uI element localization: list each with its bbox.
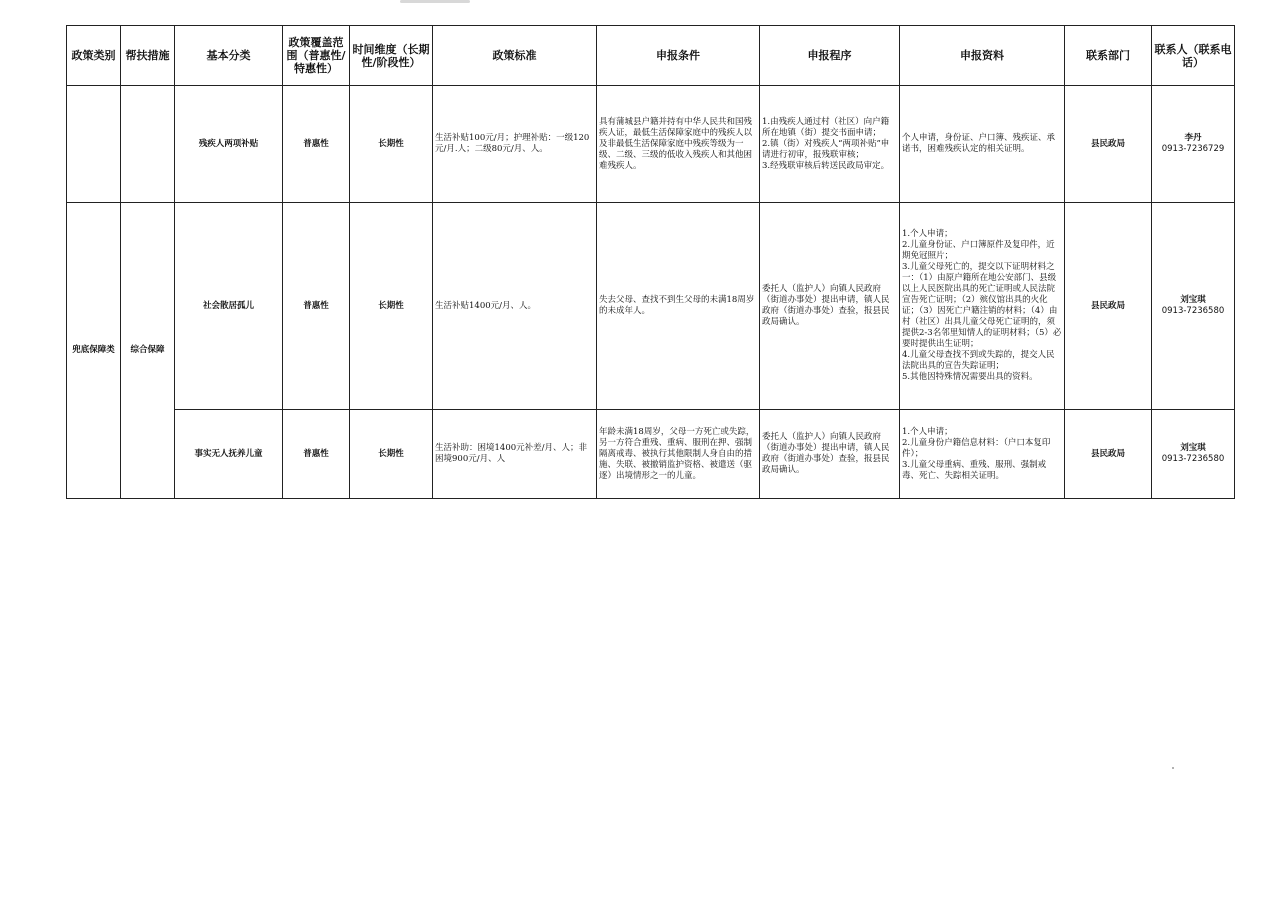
- materials-item: 3.儿童父母死亡的，提交以下证明材料之一：（1）由原户籍所在地公安部门、县级以上人民医院出具的死亡证明或人民法院宣告死亡证明；（2）殡仪馆出具的火化证；（3）因死亡户籍注销的材料；（4）由村（社区）出具儿童父母死亡证明的，须提供2-3名邻里知情人的证明材料；（5）必要时提供出生证明；: [902, 262, 1062, 349]
- policy-table: [66, 25, 1235, 499]
- conditions-cell: 具有蒲城县户籍并持有中华人民共和国残疾人证，最低生活保障家庭中的残疾人以及非最低生活保障家庭中残疾等级为一级、二级、三级的低收入残疾人和其他困难残疾人。: [597, 86, 760, 203]
- coverage-cell: 普惠性: [283, 86, 350, 203]
- contact-name: 刘宝琪: [1180, 443, 1206, 453]
- contact-cell: [1152, 86, 1235, 203]
- standard-cell: 生活补助：困境1400元补差/月、人；非困境900元/月、人: [433, 410, 597, 499]
- materials-item: 4.儿童父母查找不到或失踪的，提交人民法院出具的宣告失踪证明；: [902, 350, 1055, 371]
- materials-cell: [900, 86, 1065, 203]
- contact-cell: [1152, 203, 1235, 410]
- procedure-cell: [760, 203, 900, 410]
- department-cell: 县民政局: [1065, 203, 1152, 410]
- duration-cell: 长期性: [350, 86, 433, 203]
- procedure-step: 2.镇（街）对残疾人“两项补贴”申请进行初审，报残联审核；: [762, 138, 890, 160]
- duration-cell: 长期性: [350, 203, 433, 410]
- department-cell: 县民政局: [1065, 86, 1152, 203]
- measure-cell: 综合保障: [121, 203, 175, 499]
- scan-dot: [1172, 767, 1174, 769]
- materials-item: 2.儿童身份证、户口簿原件及复印件，近期免冠照片；: [902, 240, 1055, 261]
- materials-cell: [900, 203, 1065, 410]
- procedure-step: 1.由残疾人通过村（社区）向户籍所在地镇（街）提交书面申请；: [762, 116, 890, 138]
- scan-smudge: [400, 0, 470, 3]
- category-cell: 残疾人两项补贴: [175, 86, 283, 203]
- category-cell: 事实无人抚养儿童: [175, 410, 283, 499]
- header-category: 基本分类: [175, 26, 283, 86]
- header-conditions: 申报条件: [597, 26, 760, 86]
- header-policy-type: 政策类别: [67, 26, 121, 86]
- policy-type-cell: 兜底保障类: [67, 203, 121, 499]
- contact-phone: 0913-7236729: [1161, 144, 1225, 154]
- standard-cell: 生活补贴100元/月；护理补贴：一级120元/月.人；二级80元/月、人。: [433, 86, 597, 203]
- header-procedure: 申报程序: [760, 26, 900, 86]
- materials-item: 1.个人申请；: [902, 229, 953, 239]
- header-contact: 联系人（联系电话）: [1152, 26, 1235, 86]
- category-cell: 社会散居孤儿: [175, 203, 283, 410]
- procedure-step: 委托人（监护人）向镇人民政府（街道办事处）提出申请，镇人民政府（街道办事处）查验，报县民政局确认。: [762, 432, 890, 475]
- materials-cell: [900, 410, 1065, 499]
- header-department: 联系部门: [1065, 26, 1152, 86]
- table-row: [67, 86, 1235, 203]
- table-row: [67, 203, 1235, 410]
- procedure-step: 委托人（监护人）向镇人民政府（街道办事处）提出申请，镇人民政府（街道办事处）查验，报县民政局确认。: [762, 284, 890, 327]
- header-standard: 政策标准: [433, 26, 597, 86]
- materials-item: 5.其他因特殊情况需要出具的资料。: [902, 372, 1038, 382]
- header-materials: 申报资料: [900, 26, 1065, 86]
- materials-item: 2.儿童身份户籍信息材料：（户口本复印件）；: [902, 437, 1051, 459]
- header-measure: 帮扶措施: [121, 26, 175, 86]
- coverage-cell: 普惠性: [283, 203, 350, 410]
- procedure-step: 3.经残联审核后转送民政局审定。: [762, 160, 890, 171]
- standard-cell: 生活补贴1400元/月、人。: [433, 203, 597, 410]
- contact-name: 刘宝琪: [1180, 295, 1206, 305]
- table-row: [67, 410, 1235, 499]
- duration-cell: 长期性: [350, 410, 433, 499]
- contact-cell: [1152, 410, 1235, 499]
- table-header-row: [67, 26, 1235, 86]
- contact-name: 李丹: [1184, 133, 1202, 143]
- header-coverage: 政策覆盖范围（普惠性/特惠性）: [283, 26, 350, 86]
- header-duration: 时间维度（长期性/阶段性）: [350, 26, 433, 86]
- empty-measure-cell: [121, 86, 175, 203]
- materials-item: 1.个人申请；: [902, 426, 953, 437]
- conditions-cell: 年龄未满18周岁，父母一方死亡或失踪，另一方符合重残、重病、服刑在押、强制隔离戒毒、被执行其他限制人身自由的措施、失联、被撤销监护资格、被遣送（驱逐）出境情形之一的儿童。: [597, 410, 760, 499]
- procedure-cell: [760, 86, 900, 203]
- department-cell: 县民政局: [1065, 410, 1152, 499]
- coverage-cell: 普惠性: [283, 410, 350, 499]
- procedure-cell: [760, 410, 900, 499]
- conditions-cell: 失去父母、查找不到生父母的未满18周岁的未成年人。: [597, 203, 760, 410]
- contact-phone: 0913-7236580: [1161, 306, 1225, 316]
- empty-policy-type-cell: [67, 86, 121, 203]
- contact-phone: 0913-7236580: [1161, 454, 1225, 464]
- materials-item: 个人申请，身份证、户口簿、残疾证、承诺书，困难残疾认定的相关证明。: [902, 133, 1056, 154]
- materials-item: 3.儿童父母重病、重残、服刑、强制戒毒、死亡、失踪相关证明。: [902, 459, 1047, 481]
